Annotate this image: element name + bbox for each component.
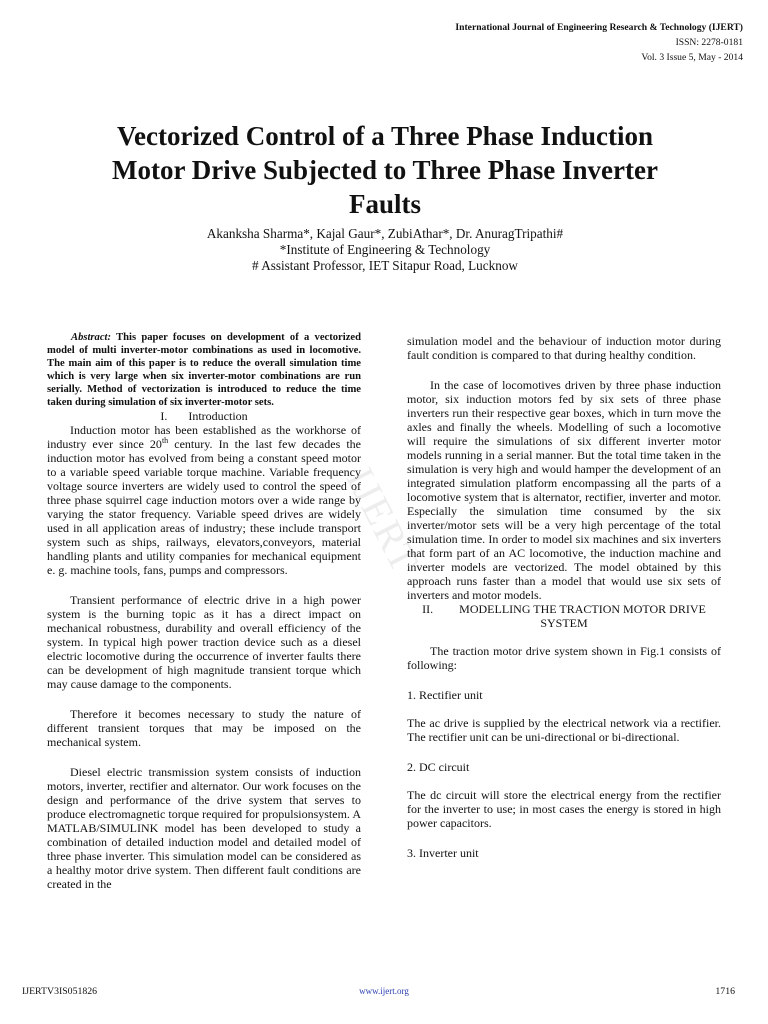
volume-info: Vol. 3 Issue 5, May - 2014 (641, 52, 743, 63)
right-paragraph-5: The dc circuit will store the electrical energy from the rectifier for the inverter to use; in most cases the energy is stored in high power capacitors. (407, 788, 721, 830)
affiliation-2: # Assistant Professor, IET Sitapur Road, Lucknow (252, 258, 518, 273)
right-paragraph-2: In the case of locomotives driven by three phase induction motor, six induction motors fed by six sets of three phase inverters run their respective gear boxes, which in turn move the axles and finally the wheels. Modelling of such a locomotive will require the simulations of six different inverter motor models running in a serial manner. But the total time taken in the simulation is very high and would hamper the development of an integrated simulation platform encompassing all the parts of a locomotive system that is alternator, rectifier, inverter and motor. Especially the simulation time consumed by the six inverter/motor sets will be a very high percentage of the total simulation time. In order to model six machines and six inverters that form part of an AC locomotive, the induction machine and inverter models are vectorized. The model obtained by this approach runs faster than a model that would use six sets of inverters and motor models. (407, 378, 721, 602)
list-item-dc-circuit: 2. DC circuit (407, 760, 470, 774)
section-title: Introduction (188, 409, 248, 423)
left-column (47, 331, 361, 891)
title-line-2: Motor Drive Subjected to Three Phase Inverter (112, 155, 658, 185)
intro-paragraph-1 (47, 423, 361, 577)
intro-paragraph-4: Diesel electric transmission system consists of induction motors, inverter, rectifier and alternator. Our work focuses on the design and performance of the drive system that serves to produce electromagnetic torque required for propulsionsystem. A MATLAB/SIMULINK model has been developed to study a combination of detailed induction model and detailed model of three phase inverter. This simulation model can be considered as a healthy motor drive system. Then different fault conditions are created in the (47, 765, 361, 891)
section-number: I. (160, 409, 168, 423)
title-line-3: Faults (348, 189, 421, 219)
footer-website-link[interactable]: www.ijert.org (359, 986, 409, 996)
journal-name: International Journal of Engineering Research & Technology (IJERT) (455, 22, 743, 33)
list-item-inverter: 3. Inverter unit (407, 846, 479, 860)
footer-paper-id: IJERTV3IS051826 (22, 986, 98, 997)
section-number: II. (422, 602, 434, 616)
author-block (40, 226, 730, 274)
intro-p1-text: Induction motor has been established as the workhorse of industry ever since 20 (47, 423, 361, 451)
intro-paragraph-2: Transient performance of electric drive in a high power system is the burning topic as it has a direct impact on mechanical robustness, durability and overall efficiency of the system. In typical high power traction device such as a diesel electric locomotive during the occurrence of inverter faults there can be development of high magnitude transient torque which may cause damage to the components. (47, 593, 361, 691)
abstract-text: This paper focuses on development of a vectorized model of multi inverter-motor combinations as used in locomotive. The main aim of this paper is to reduce the overall simulation time which is very large when six inverter-motor combinations are run serially. Method of vectorization is introduced to reduce the time taken during simulation of six inverter-motor sets. (47, 332, 361, 408)
footer-page-number: 1716 (715, 986, 735, 997)
paper-title (40, 119, 730, 221)
list-item-rectifier: 1. Rectifier unit (407, 688, 483, 702)
right-paragraph-4: The ac drive is supplied by the electrical network via a rectifier. The rectifier unit can be uni-directional or bi-directional. (407, 716, 721, 744)
section-heading-introduction (47, 409, 361, 423)
section-title-line-1: MODELLING THE TRACTION MOTOR DRIVE (459, 602, 706, 616)
author-names: Akanksha Sharma*, Kajal Gaur*, ZubiAthar*, Dr. AnuragTripathi# (206, 226, 564, 241)
section-title-line-2: SYSTEM (540, 616, 588, 630)
right-paragraph-3: The traction motor drive system shown in Fig.1 consists of following: (407, 644, 721, 672)
intro-p1-text-cont: century. In the last few decades the induction motor has evolved from being a constant speed motor to a variable speed variable torque machine. Variable frequency voltage source inverters are widely used to control the speed of three phase squirrel cage induction motors over a wide range by varying the stator frequency. Variable speed drives are widely used in all application areas of industry; these include transport system such as ships, railways, elevators,conveyors, material handling plants and utility companies for mechanical equipment e. g. machine tools, fans, pumps and compressors. (47, 437, 361, 577)
affiliation-1: *Institute of Engineering & Technology (279, 242, 491, 257)
section-heading-modelling (407, 602, 721, 630)
intro-paragraph-3: Therefore it becomes necessary to study the nature of different transient torques that may be imposed on the mechanical system. (47, 707, 361, 749)
title-line-1: Vectorized Control of a Three Phase Induction (117, 121, 653, 151)
watermark: IJERT (337, 460, 429, 581)
journal-header (455, 20, 743, 65)
issn: ISSN: 2278-0181 (675, 37, 743, 48)
abstract-label: Abstract: (71, 332, 112, 343)
right-paragraph-1: simulation model and the behaviour of induction motor during fault condition is compared to that during healthy condition. (407, 334, 721, 362)
intro-p1-sup: th (161, 436, 169, 445)
right-column (407, 334, 721, 860)
abstract (47, 331, 361, 409)
